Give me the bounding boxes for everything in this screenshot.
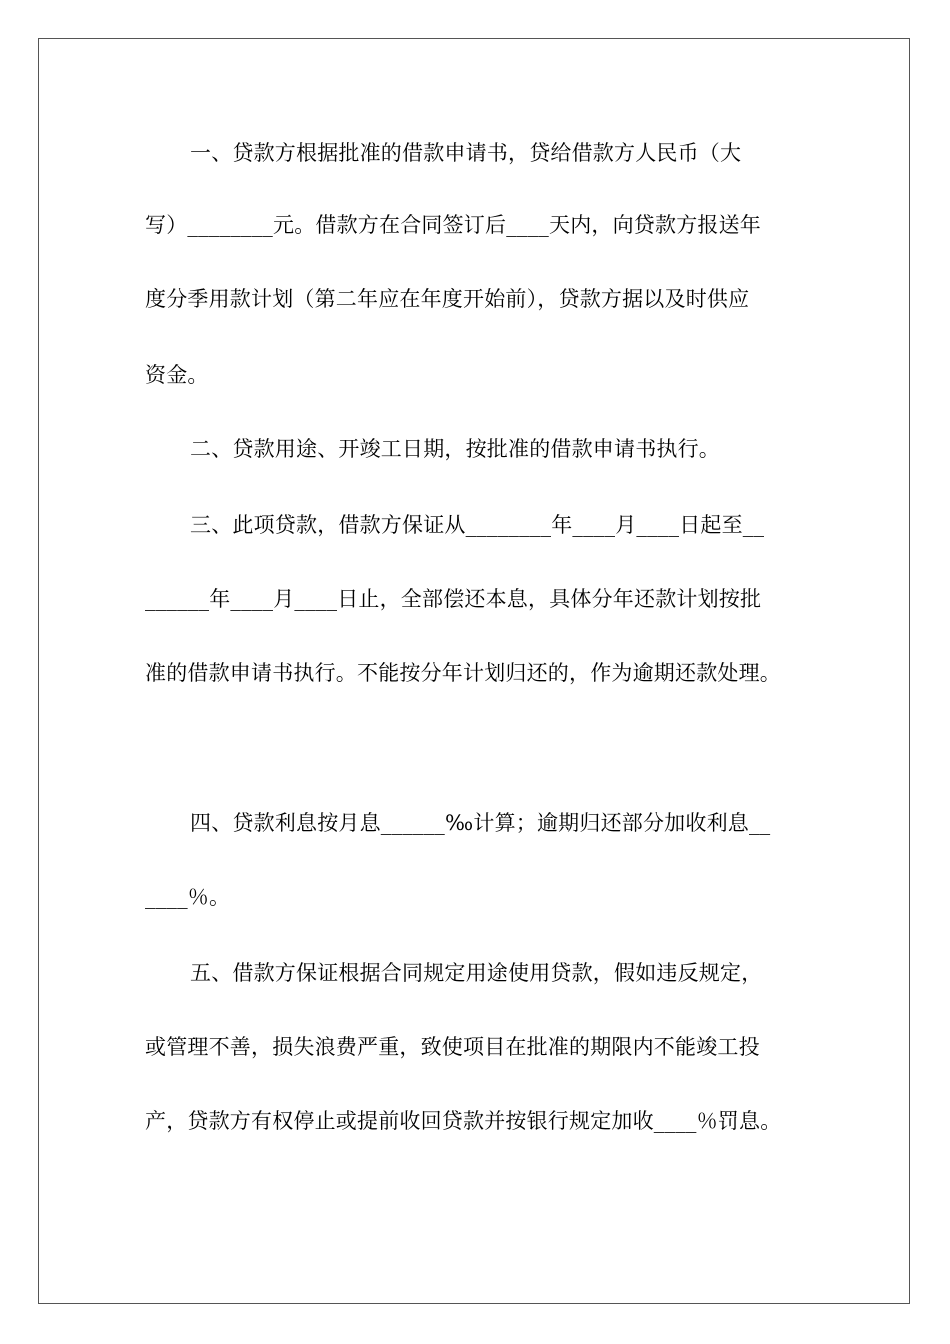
clause-1-line-3: 度分季用款计划（第二年应在年度开始前），贷款方据以及时供应: [145, 287, 750, 311]
clause-5-line-1: 五、借款方保证根据合同规定用途使用贷款，假如违反规定，: [190, 961, 763, 985]
clause-5-line-3: 产，贷款方有权停止或提前收回贷款并按银行规定加收____％罚息。: [145, 1109, 782, 1133]
clause-4-line-1: 四、贷款利息按月息______‰计算；逾期归还部分加收利息__: [190, 811, 771, 835]
clause-4-line-2: ____％。: [145, 885, 231, 909]
clause-3-line-2: ______年____月____日止，全部偿还本息，具体分年还款计划按批: [145, 587, 762, 611]
clause-5-line-2: 或管理不善，损失浪费严重，致使项目在批准的期限内不能竣工投: [145, 1035, 760, 1059]
clause-3-line-3: 准的借款申请书执行。不能按分年计划归还的，作为逾期还款处理。: [145, 661, 781, 685]
clause-2-line-1: 二、贷款用途、开竣工日期，按批准的借款申请书执行。: [190, 437, 720, 461]
clause-1-line-1: 一、贷款方根据批准的借款申请书，贷给借款方人民币（大: [190, 141, 742, 165]
clause-1-line-4: 资金。: [145, 363, 209, 387]
clause-3-line-1: 三、此项贷款，借款方保证从________年____月____日起至__: [190, 513, 765, 537]
clause-1-line-2: 写）________元。借款方在合同签订后____天内，向贷款方报送年: [145, 213, 761, 237]
